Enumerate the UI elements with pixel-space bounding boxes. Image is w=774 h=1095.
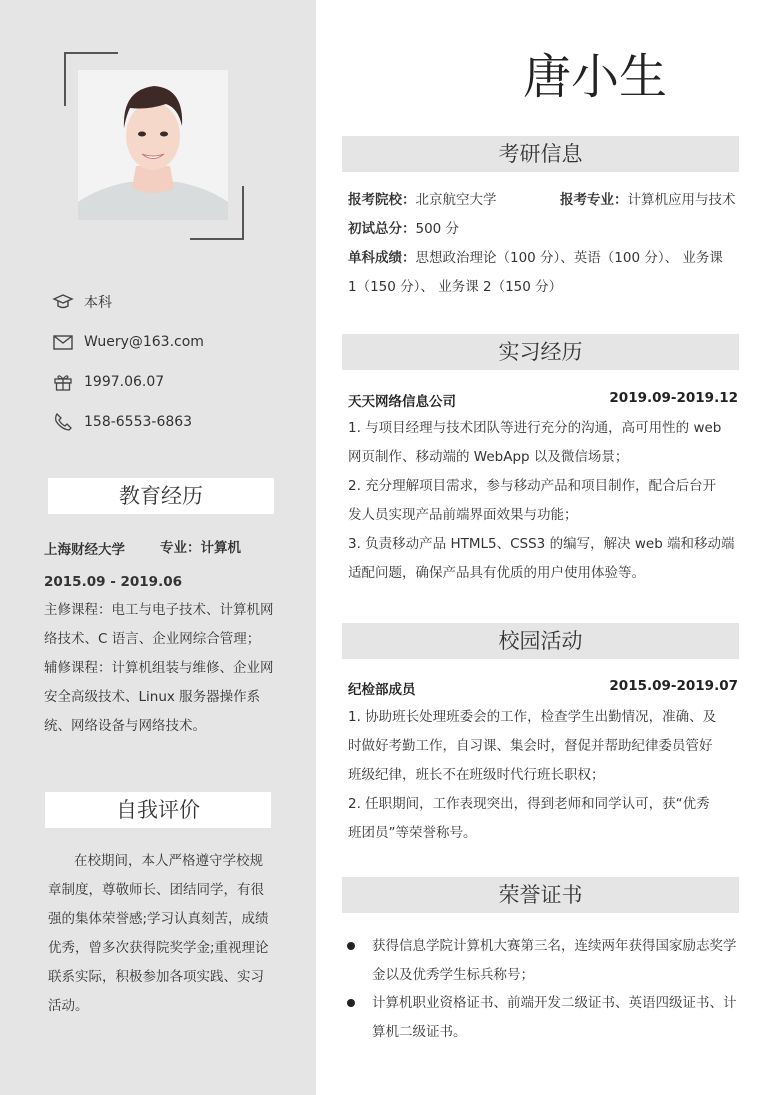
internship-title: 实习经历 — [342, 334, 739, 370]
contact-birthday — [52, 370, 292, 394]
education-line: 辅修课程：计算机组装与维修、企业网 — [44, 660, 274, 676]
page-title: 唐小生 — [522, 49, 667, 105]
kaoyan-school-label: 报考院校： — [348, 192, 416, 208]
education-title: 教育经历 — [48, 478, 274, 514]
honor-line: 计算机职业资格证书、前端开发二级证书、英语四级证书、计 — [372, 995, 737, 1011]
self-eval-line: 优秀，曾多次获得院奖学金;重视理论 — [48, 940, 269, 956]
internship-header — [348, 390, 738, 410]
campus-line: 时做好考勤工作，自习课、集会时，督促并帮助纪律委员管好 — [348, 738, 713, 754]
campus-header — [348, 678, 738, 698]
contact-degree — [52, 290, 292, 314]
birthday-text: 1997.06.07 — [84, 374, 165, 390]
education-period: 2015.09 - 2019.06 — [44, 574, 182, 590]
kaoyan-school: 北京航空大学 — [415, 192, 497, 208]
kaoyan-subjects-row — [348, 244, 738, 273]
education-line: 络技术、C 语言、企业网综合管理； — [44, 631, 261, 647]
self-eval-line: 强的集体荣誉感;学习认真刻苦，成绩 — [48, 911, 269, 927]
graduation-cap-icon — [52, 291, 74, 313]
kaoyan-score-label: 初试总分： — [348, 221, 416, 237]
internship-period: 2019.09-2019.12 — [609, 390, 738, 406]
honor-line: 金以及优秀学生标兵称号； — [372, 967, 534, 983]
self-eval-line: 联系实际，积极参加各项实践、实习 — [48, 969, 264, 985]
gift-icon — [52, 371, 74, 393]
kaoyan-score: 500 分 — [415, 221, 460, 237]
left-sidebar — [0, 0, 316, 1095]
campus-line: 1. 协助班长处理班委会的工作，检查学生出勤情况，准确、及 — [348, 709, 717, 725]
phone-text: 158-6553-6863 — [84, 414, 193, 430]
kaoyan-major-label: 报考专业： — [560, 192, 628, 208]
kaoyan-subjects-cont: 1（150 分）、 业务课 2（150 分） — [348, 279, 563, 295]
avatar — [78, 70, 228, 220]
honor-line: 获得信息学院计算机大赛第三名，连续两年获得国家励志奖学 — [372, 938, 737, 954]
internship-line: 2. 充分理解项目需求，参与移动产品和项目制作，配合后台开 — [348, 478, 717, 494]
honor-line: 算机二级证书。 — [372, 1024, 467, 1040]
internship-line: 1. 与项目经理与技术团队等进行充分的沟通，高可用性的 web — [348, 420, 722, 436]
kaoyan-subjects-label: 单科成绩： — [348, 250, 416, 266]
internship-company: 天天网络信息公司 — [348, 394, 456, 410]
phone-icon — [52, 411, 74, 433]
kaoyan-major-row — [560, 186, 740, 215]
internship-line: 适配问题，确保产品具有优质的用户使用体验等。 — [348, 565, 645, 581]
kaoyan-major: 计算机应用与技术 — [627, 192, 736, 208]
campus-role: 纪检部成员 — [348, 682, 416, 698]
education-line: 统、网络设备与网络技术。 — [44, 718, 206, 734]
education-line: 主修课程：电工与电子技术、计算机网 — [44, 602, 274, 618]
contact-email — [52, 330, 292, 354]
campus-line: 班级纪律，班长不在班级时代行班长职权； — [348, 767, 605, 783]
kaoyan-score-row — [348, 215, 738, 244]
honors-title: 荣誉证书 — [342, 877, 739, 913]
campus-line: 2. 任职期间，工作表现突出，得到老师和同学认可，获“优秀 — [348, 796, 710, 812]
education-school: 上海财经大学 — [44, 542, 125, 558]
education-line: 安全高级技术、Linux 服务器操作系 — [44, 689, 261, 705]
self-eval-line: 章制度，尊敬师长、团结同学，有很 — [48, 882, 264, 898]
education-major: 专业：计算机 — [160, 540, 241, 556]
list-item — [344, 989, 744, 1047]
campus-line: 班团员”等荣誉称号。 — [348, 825, 477, 841]
internship-line: 发人员实现产品前端界面效果与功能； — [348, 507, 578, 523]
mail-icon — [52, 331, 74, 353]
internship-line: 3. 负责移动产品 HTML5、CSS3 的编写，解决 web 端和移动端 — [348, 536, 735, 552]
self-eval-title: 自我评价 — [45, 792, 271, 828]
campus-title: 校园活动 — [342, 623, 739, 659]
main-content — [316, 0, 774, 1095]
list-item — [344, 932, 744, 990]
email-text: Wuery@163.com — [84, 334, 204, 350]
self-eval-line: 活动。 — [48, 998, 89, 1014]
contact-phone — [52, 410, 292, 434]
internship-line: 网页制作、移动端的 WebApp 以及微信场景； — [348, 449, 629, 465]
degree-text: 本科 — [84, 295, 112, 311]
self-eval-line: 在校期间，本人严格遵守学校规 — [74, 853, 263, 869]
kaoyan-subjects: 思想政治理论（100 分）、英语（100 分）、 业务课 — [415, 250, 723, 266]
kaoyan-title: 考研信息 — [342, 136, 739, 172]
campus-period: 2015.09-2019.07 — [609, 678, 738, 694]
